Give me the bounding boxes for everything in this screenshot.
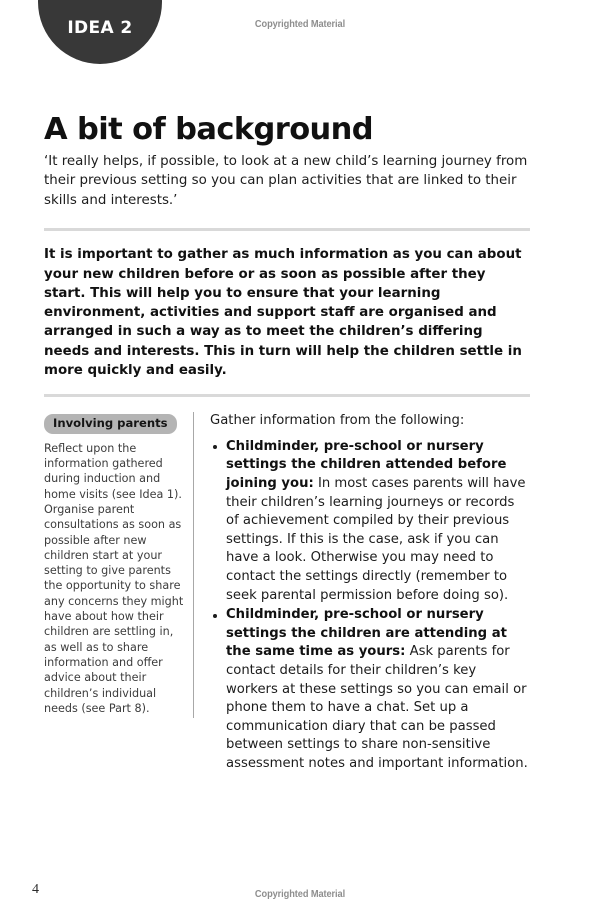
pull-quote: ‘It really helps, if possible, to look at a new child’s learning journey from their previous setting so you can plan activities that are linked to their skills and interests.’ <box>44 154 528 208</box>
content-area <box>44 152 530 775</box>
list-item-lead: Childminder, pre-school or nursery settings the children are attending at the same time as yours: <box>226 607 507 660</box>
lead-paragraph: It is important to gather as much information as you can about your new children before or as soon as possible after they start. This will help you to ensure that your learning environment, activities and support staff are organised and arranged in such a way as to meet the children’s differing needs and interests. This in turn will help the children settle in more quickly and easily. <box>44 247 522 378</box>
main-intro-text: Gather information from the following: <box>210 413 465 429</box>
list-item-lead: Childminder, pre-school or nursery settings the children attended before joining you: <box>226 438 507 492</box>
sidebar-inner <box>44 412 194 718</box>
idea-badge <box>38 0 162 64</box>
idea-badge-label: IDEA 2 <box>67 18 133 38</box>
main-column <box>194 412 530 774</box>
copyright-watermark-top: Copyrighted Material <box>254 18 346 30</box>
list-item-body: Ask parents for contact details for their children’s key workers at these settings so you can email or phone them to have a chat. Set up a communication diary that can be passed between settings to share non-sensitive assessment notes and important information. <box>226 644 528 771</box>
copyright-watermark-bottom: Copyrighted Material <box>254 888 346 900</box>
list-item <box>210 606 530 773</box>
sidebar-body-text: Reflect upon the information gathered during induction and home visits (see Idea 1). Organise parent consultations as soon as possible after new children start at your setting to give parents the opportunity to share any concerns they might have about how their children are settling in, as well as to share information and offer advice about their children’s individual needs (see Part 8). <box>44 441 184 715</box>
bullet-dot-icon <box>213 614 217 618</box>
divider-rule-bottom <box>44 394 530 397</box>
page-title: A bit of background <box>44 112 374 148</box>
list-item-body: In most cases parents will have their children’s learning journeys or records of achievement compiled by their previous settings. If this is the case, ask if you can have a look. Otherwise you may need to contact the settings directly (remember to seek parental permission before doing so). <box>226 476 526 603</box>
information-sources-list <box>210 438 530 774</box>
bullet-dot-icon <box>213 445 217 449</box>
list-item <box>210 438 530 605</box>
page-number: 4 <box>32 882 39 897</box>
sidebar-involving-parents <box>44 412 194 718</box>
sidebar-heading-pill: Involving parents <box>44 414 177 434</box>
two-column-block <box>44 412 530 774</box>
divider-rule-top <box>44 228 530 231</box>
